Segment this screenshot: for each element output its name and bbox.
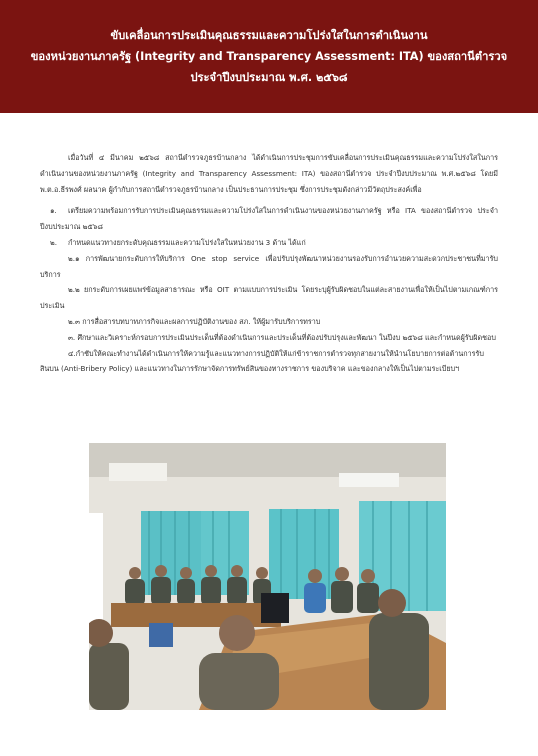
banner-title-line-3: ประจำปีงบประมาณ พ.ศ. ๒๕๖๘ <box>190 71 348 84</box>
sub-item-2-2: ๒.๒ ยกระดับการเผยแพร่ข้อมูลสาธารณะ หรือ OIT ตามแบบการประเมิน โดยระบุผู้รับผิดชอบในแต่ละสายงานเพื่อให้เป็นไปตามเกณฑ์การประเมิน <box>40 285 498 311</box>
objective-item-4: ๔.กำชับให้คณะทำงานได้ดำเนินการให้ความรู้และแนวทางการปฏิบัติให้แก่ข้าราชการตำรวจทุกสายงานให้นำนโยบายการต่อต้านการรับสินบน (Anti-Bribery Policy) และแนวทางในการรักษาจัดการทรัพย์สินของทางราชการ ของบริจาค และของกลางให้เป็นไปตามระเบียบฯ <box>40 348 484 374</box>
banner-title-line-2: ของหน่วยงานภาครัฐ (Integrity and Transparency Assessment: ITA) ของสถานีตำรวจ <box>30 50 508 63</box>
item-2-number: ๒. <box>50 237 58 247</box>
meeting-photo <box>89 443 446 710</box>
intro-paragraph: เมื่อวันที่ ๔ มีนาคม ๒๕๖๘ สถานีตำรวจภูธรบ้านกลาง ได้ดำเนินการประชุมการขับเคลื่อนการประเมินคุณธรรมและความโปร่งใสในการดำเนินงานของหน่วยงานภาครัฐ (Integrity and Transparency Assessment: ITA) ของสถานีตำรวจ ประจำปีงบประมาณ พ.ศ.๒๕๖๘ โดยมี พ.ต.อ.ธีรพงศ์ ผลนาค ผู้กำกับการสถานีตำรวจภูธรบ้านกลาง เป็นประธานการประชุม ซึ่งการประชุมดังกล่าวมีวัตถุประสงค์เพื่อ <box>40 153 498 194</box>
sub-item-2-3: ๒.๓ การสื่อสารบทบาทภารกิจและผลการปฏิบัติงานของ สภ. ให้ผู้มารับบริการทราบ <box>68 316 321 326</box>
objective-item-3: ๓. ศึกษาและวิเคราะห์กรอบการประเมินประเด็นที่ต้องดำเนินการและประเด็นที่ต้องปรับปรุงและพัฒนา ในปีงบ ๒๕๖๘ และกำหนดผู้รับผิดชอบ <box>68 332 496 342</box>
item-2-text: กำหนดแนวทางยกระดับคุณธรรมและความโปร่งใสในหน่วยงาน 3 ด้าน ได้แก่ <box>68 237 306 247</box>
objective-item-1 <box>40 203 498 235</box>
item-1-number: ๑. <box>50 206 57 216</box>
header-banner <box>0 0 538 113</box>
objective-item-2 <box>40 235 498 251</box>
sub-item-2-1: ๒.๑ การพัฒนายกระดับการให้บริการ One stop service เพื่อปรับปรุงพัฒนาหน่วยงานรองรับการอำนวยความสะดวกประชาชนที่มารับบริการ <box>40 253 498 279</box>
item-1-text: เตรียมความพร้อมการรับการประเมินคุณธรรมและความโปร่งใสในการดำเนินงานของหน่วยงานภาครัฐ หรือ ITA ของสถานีตำรวจ ประจำปีงบประมาณ ๒๕๖๘ <box>40 206 498 232</box>
article-body <box>40 150 498 377</box>
banner-title-line-1: ขับเคลื่อนการประเมินคุณธรรมและความโปร่งใสในการดำเนินงาน <box>110 29 428 42</box>
